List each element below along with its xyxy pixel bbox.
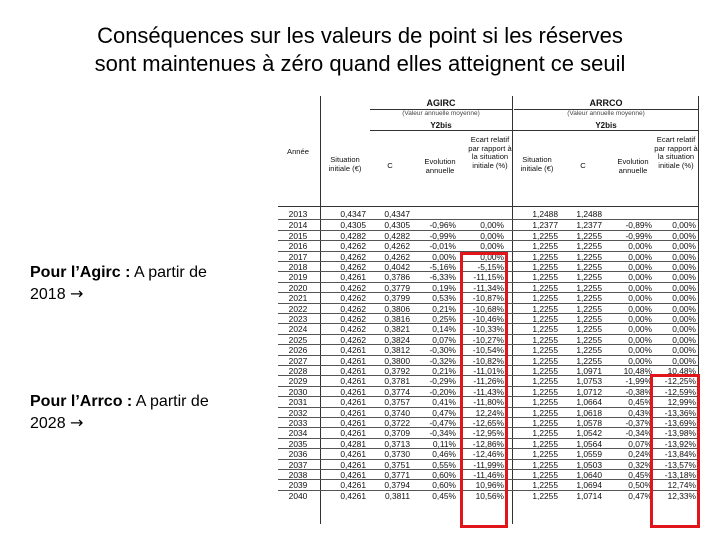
cell-agirc-ecart: -10,82% <box>472 355 504 366</box>
cell-arrco-ecart: 0,00% <box>672 220 696 231</box>
agirc-note-year: 2018 <box>30 286 66 303</box>
cell-arrco-ecart: 0,00% <box>672 241 696 252</box>
table-row <box>278 209 698 219</box>
arrco-group-subheader: (Valeur annuelle moyenne) <box>567 110 645 117</box>
cell-agirc-evolution: -0,20% <box>429 386 456 397</box>
cell-arrco-c: 1,0712 <box>576 386 602 397</box>
cell-year: 2032 <box>288 407 308 418</box>
cell-arrco-ecart: -13,69% <box>664 418 696 428</box>
cell-year: 2024 <box>288 324 308 335</box>
cell-arrco-ecart: 0,00% <box>672 334 696 345</box>
cell-arrco-ecart: -13,57% <box>664 459 696 470</box>
cell-year: 2015 <box>288 230 308 241</box>
cell-agirc-evolution: -0,32% <box>429 355 456 366</box>
cell-agirc-c: 0,3794 <box>384 480 410 491</box>
cell-arrco-evolution: 0,00% <box>628 293 652 304</box>
cell-agirc-c: 0,4262 <box>384 251 410 262</box>
arrco-note-year: 2028 <box>30 415 66 432</box>
cell-agirc-evolution: -6,33% <box>429 272 456 283</box>
cell-agirc-ecart: -10,46% <box>472 314 504 324</box>
cell-agirc-ecart: -10,33% <box>472 324 504 335</box>
cell-agirc-evolution: -0,30% <box>429 345 456 356</box>
cell-agirc-initial: 0,4261 <box>340 345 366 356</box>
cell-arrco-c: 1,0971 <box>576 366 602 376</box>
cell-year: 2017 <box>288 251 308 262</box>
cell-agirc-ecart: 0,00% <box>480 230 504 241</box>
cell-arrco-evolution: 0,00% <box>628 251 652 262</box>
cell-arrco-c: 1,2255 <box>576 314 602 324</box>
cell-agirc-ecart: -12,65% <box>472 418 504 428</box>
cell-arrco-initial: 1,2255 <box>532 386 558 397</box>
cell-agirc-ecart: -12,46% <box>472 449 504 460</box>
cell-arrco-ecart: 0,00% <box>672 355 696 366</box>
cell-agirc-initial: 0,4261 <box>340 407 366 418</box>
cell-arrco-initial: 1,2255 <box>532 262 558 272</box>
agirc-highlight-box <box>460 252 508 528</box>
cell-agirc-ecart: -11,80% <box>473 397 504 408</box>
cell-agirc-ecart: 10,96% <box>475 480 504 491</box>
cell-agirc-initial: 0,4261 <box>340 376 366 387</box>
cell-arrco-evolution: 0,50% <box>628 480 652 491</box>
agirc-group-subheader: (Valeur annuelle moyenne) <box>402 110 480 117</box>
cell-agirc-c: 0,3709 <box>384 428 410 439</box>
cell-agirc-evolution: 0,00% <box>432 251 456 262</box>
cell-agirc-ecart: -11,01% <box>473 366 504 376</box>
cell-arrco-evolution: 0,45% <box>628 397 652 408</box>
cell-arrco-initial: 1,2255 <box>532 282 558 293</box>
cell-agirc-initial: 0,4305 <box>340 220 366 231</box>
cell-agirc-c: 0,3713 <box>384 438 410 449</box>
cell-arrco-ecart: 0,00% <box>672 324 696 335</box>
cell-agirc-evolution: -0,47% <box>429 418 456 428</box>
cell-arrco-initial: 1,2255 <box>532 480 558 491</box>
cell-agirc-initial: 0,4262 <box>340 324 366 335</box>
cell-agirc-initial: 0,4262 <box>340 293 366 304</box>
cell-agirc-evolution: 0,60% <box>432 480 456 491</box>
cell-arrco-c: 1,2255 <box>576 282 602 293</box>
cell-agirc-ecart: -11,34% <box>473 282 504 293</box>
arrco-note-label: Pour l’Arrco : <box>30 393 133 410</box>
cell-agirc-ecart: -10,87% <box>472 293 504 304</box>
cell-agirc-ecart: -10,68% <box>472 303 504 314</box>
right-arrow-icon: → <box>70 284 84 303</box>
cell-arrco-evolution: 10,48% <box>623 366 652 376</box>
cell-arrco-evolution: 0,00% <box>628 272 652 283</box>
cell-agirc-initial: 0,4261 <box>340 470 366 480</box>
cell-arrco-c: 1,2377 <box>576 220 602 231</box>
grid-line <box>370 109 512 110</box>
cell-agirc-c: 0,3821 <box>384 324 410 335</box>
cell-agirc-initial: 0,4262 <box>340 241 366 252</box>
point-value-table <box>278 96 698 524</box>
cell-arrco-evolution: -0,89% <box>625 220 652 231</box>
cell-arrco-initial: 1,2255 <box>532 428 558 439</box>
cell-agirc-evolution: 0,47% <box>432 407 456 418</box>
cell-arrco-c: 1,2488 <box>576 209 602 219</box>
cell-agirc-evolution <box>412 209 456 219</box>
cell-agirc-c: 0,3786 <box>384 272 410 283</box>
cell-arrco-evolution: 0,00% <box>628 282 652 293</box>
cell-agirc-ecart: -11,26% <box>473 376 504 387</box>
cell-agirc-initial: 0,4282 <box>340 230 366 241</box>
cell-year: 2023 <box>288 314 308 324</box>
cell-arrco-evolution: 0,45% <box>628 470 652 480</box>
cell-agirc-c: 0,4262 <box>384 241 410 252</box>
cell-arrco-ecart: 0,00% <box>672 272 696 283</box>
cell-arrco-initial: 1,2255 <box>532 438 558 449</box>
cell-agirc-c: 0,3811 <box>385 490 410 501</box>
cell-year: 2039 <box>288 480 308 491</box>
cell-agirc-c: 0,3800 <box>384 355 410 366</box>
cell-arrco-ecart: -13,98% <box>664 428 696 439</box>
cell-year: 2040 <box>288 490 308 501</box>
cell-agirc-initial: 0,4261 <box>340 272 366 283</box>
cell-agirc-initial: 0,4261 <box>340 366 366 376</box>
cell-agirc-c: 0,3816 <box>384 314 410 324</box>
cell-arrco-evolution: 0,32% <box>628 459 652 470</box>
cell-arrco-evolution: -0,34% <box>625 428 652 439</box>
cell-year: 2028 <box>288 366 308 376</box>
cell-agirc-initial: 0,4261 <box>340 428 366 439</box>
cell-arrco-ecart: -13,18% <box>664 470 696 480</box>
cell-agirc-ecart: -10,54% <box>472 345 504 356</box>
agirc-group-header: AGIRC <box>426 98 456 108</box>
cell-year: 2021 <box>288 293 308 304</box>
cell-arrco-evolution: 0,07% <box>628 438 652 449</box>
cell-year: 2018 <box>288 262 308 272</box>
cell-arrco-initial: 1,2255 <box>532 355 558 366</box>
cell-agirc-evolution: 0,11% <box>432 438 456 449</box>
cell-year: 2013 <box>288 209 308 219</box>
col-header-arrco-ecart: Ecart relatif par rapport à la situation initiale (%) <box>654 135 698 170</box>
cell-agirc-c: 0,4282 <box>384 230 410 241</box>
cell-arrco-c: 1,0618 <box>576 407 602 418</box>
cell-arrco-evolution: 0,00% <box>628 241 652 252</box>
cell-arrco-c: 1,2255 <box>576 334 602 345</box>
cell-year: 2033 <box>288 418 308 428</box>
cell-agirc-evolution: 0,14% <box>432 324 456 335</box>
cell-arrco-ecart: 12,99% <box>667 397 696 408</box>
cell-arrco-initial: 1,2255 <box>532 230 558 241</box>
cell-agirc-ecart: 12,24% <box>475 407 504 418</box>
cell-agirc-evolution: -5,16% <box>429 262 456 272</box>
cell-agirc-initial: 0,4261 <box>340 386 366 397</box>
cell-agirc-c: 0,3757 <box>384 397 410 408</box>
col-header-agirc-initial: Situation initiale (€) <box>328 155 362 173</box>
cell-arrco-initial: 1,2377 <box>532 220 558 231</box>
cell-agirc-initial: 0,4261 <box>340 355 366 366</box>
cell-agirc-initial: 0,4347 <box>340 209 366 219</box>
cell-year: 2014 <box>288 220 308 231</box>
cell-arrco-initial: 1,2255 <box>532 418 558 428</box>
cell-year: 2020 <box>288 282 308 293</box>
cell-arrco-c: 1,0664 <box>576 397 602 408</box>
cell-agirc-c: 0,3779 <box>384 282 410 293</box>
cell-arrco-c: 1,2255 <box>576 293 602 304</box>
cell-arrco-initial: 1,2255 <box>532 490 558 501</box>
cell-year: 2038 <box>288 470 308 480</box>
cell-arrco-initial: 1,2255 <box>532 459 558 470</box>
cell-agirc-evolution: 0,21% <box>432 366 456 376</box>
grid-line <box>278 206 698 207</box>
cell-agirc-ecart: -12,86% <box>472 438 504 449</box>
cell-arrco-evolution: 0,00% <box>628 334 652 345</box>
cell-agirc-c: 0,3806 <box>384 303 410 314</box>
cell-agirc-ecart: -5,15% <box>477 262 504 272</box>
cell-agirc-initial: 0,4261 <box>340 459 366 470</box>
cell-arrco-evolution: -0,38% <box>625 386 652 397</box>
cell-arrco-evolution: 0,43% <box>628 407 652 418</box>
cell-year: 2036 <box>288 449 308 460</box>
cell-arrco-c: 1,0694 <box>576 480 602 491</box>
agirc-note-label: Pour l’Agirc : <box>30 264 131 281</box>
cell-arrco-c: 1,0542 <box>576 428 602 439</box>
cell-agirc-c: 0,3771 <box>384 470 410 480</box>
cell-arrco-ecart: 0,00% <box>672 314 696 324</box>
cell-agirc-evolution: 0,19% <box>432 282 456 293</box>
cell-arrco-evolution: 0,47% <box>628 490 652 501</box>
cell-arrco-initial: 1,2255 <box>532 272 558 283</box>
cell-arrco-evolution: -0,37% <box>625 418 652 428</box>
arrco-note-text: A partir de <box>132 393 209 410</box>
cell-agirc-c: 0,3751 <box>384 459 410 470</box>
cell-arrco-evolution: 0,00% <box>628 314 652 324</box>
cell-arrco-c: 1,2255 <box>576 251 602 262</box>
cell-agirc-initial: 0,4261 <box>340 449 366 460</box>
cell-agirc-initial: 0,4262 <box>340 262 366 272</box>
cell-agirc-initial: 0,4262 <box>340 314 366 324</box>
cell-agirc-c: 0,4042 <box>384 262 410 272</box>
cell-agirc-initial: 0,4261 <box>340 490 366 501</box>
cell-agirc-ecart: 0,00% <box>480 251 504 262</box>
cell-arrco-c: 1,0578 <box>576 418 602 428</box>
col-header-agirc-evolution: Evolution annuelle <box>424 157 456 175</box>
cell-year: 2029 <box>288 376 308 387</box>
agirc-note <box>30 262 230 305</box>
cell-agirc-initial: 0,4262 <box>340 303 366 314</box>
cell-year: 2026 <box>288 345 308 356</box>
cell-arrco-ecart: 0,00% <box>672 262 696 272</box>
cell-agirc-initial: 0,4281 <box>340 438 366 449</box>
cell-arrco-c: 1,2255 <box>576 230 602 241</box>
cell-arrco-c: 1,2255 <box>576 324 602 335</box>
cell-arrco-initial: 1,2255 <box>532 324 558 335</box>
cell-agirc-c: 0,4305 <box>384 220 410 231</box>
col-header-year: Année <box>287 147 309 156</box>
cell-arrco-evolution: -0,99% <box>625 230 652 241</box>
cell-arrco-initial: 1,2488 <box>532 209 558 219</box>
cell-arrco-ecart: 0,00% <box>672 345 696 356</box>
cell-agirc-evolution: -0,01% <box>429 241 456 252</box>
cell-arrco-evolution: 0,00% <box>628 355 652 366</box>
cell-year: 2035 <box>288 438 308 449</box>
cell-arrco-initial: 1,2255 <box>532 407 558 418</box>
cell-agirc-c: 0,3812 <box>384 345 410 356</box>
cell-arrco-c: 1,0714 <box>576 490 602 501</box>
arrco-scenario-label: Y2bis <box>595 121 617 130</box>
cell-arrco-c: 1,0503 <box>576 459 602 470</box>
col-header-agirc-ecart: Ecart relatif par rapport à la situation initiale (%) <box>468 135 512 170</box>
cell-year: 2030 <box>288 386 308 397</box>
cell-arrco-ecart: 0,00% <box>672 293 696 304</box>
cell-agirc-initial: 0,4262 <box>340 251 366 262</box>
cell-year: 2031 <box>288 397 308 408</box>
cell-agirc-evolution: 0,25% <box>432 314 456 324</box>
col-header-arrco-c: C <box>580 161 586 170</box>
cell-agirc-evolution: -0,96% <box>429 220 456 231</box>
cell-arrco-c: 1,0640 <box>576 470 602 480</box>
cell-arrco-ecart: 0,00% <box>672 282 696 293</box>
cell-arrco-ecart: 12,33% <box>667 490 696 501</box>
cell-agirc-c: 0,3799 <box>384 293 410 304</box>
cell-agirc-evolution: -0,99% <box>429 230 456 241</box>
cell-agirc-c: 0,4347 <box>384 209 410 219</box>
cell-arrco-initial: 1,2255 <box>532 303 558 314</box>
col-header-arrco-evolution: Evolution annuelle <box>617 157 649 175</box>
cell-agirc-initial: 0,4262 <box>340 282 366 293</box>
cell-arrco-ecart: -13,36% <box>664 407 696 418</box>
cell-arrco-ecart: 12,74% <box>667 480 696 491</box>
cell-arrco-initial: 1,2255 <box>532 334 558 345</box>
cell-agirc-ecart: -11,46% <box>473 470 504 480</box>
cell-agirc-evolution: 0,60% <box>432 470 456 480</box>
cell-year: 2019 <box>288 272 308 283</box>
cell-agirc-ecart <box>460 209 504 219</box>
cell-arrco-ecart: -13,84% <box>664 449 696 460</box>
cell-arrco-c: 1,2255 <box>576 272 602 283</box>
cell-agirc-ecart: 10,56% <box>475 490 504 501</box>
cell-arrco-initial: 1,2255 <box>532 397 558 408</box>
cell-agirc-initial: 0,4262 <box>340 334 366 345</box>
cell-agirc-evolution: 0,21% <box>432 303 456 314</box>
cell-arrco-ecart: 0,00% <box>672 230 696 241</box>
cell-arrco-c: 1,0559 <box>576 449 602 460</box>
cell-agirc-evolution: -0,34% <box>429 428 456 439</box>
cell-arrco-ecart: 0,00% <box>672 251 696 262</box>
cell-arrco-evolution: 0,00% <box>628 324 652 335</box>
cell-agirc-c: 0,3824 <box>384 334 410 345</box>
cell-agirc-evolution: 0,41% <box>432 397 456 408</box>
slide-title-line1: Conséquences sur les valeurs de point si les réserves <box>97 23 623 48</box>
cell-arrco-initial: 1,2255 <box>532 449 558 460</box>
cell-agirc-ecart: -11,15% <box>473 272 504 283</box>
cell-year: 2022 <box>288 303 308 314</box>
cell-year: 2027 <box>288 355 308 366</box>
cell-agirc-c: 0,3740 <box>384 407 410 418</box>
cell-arrco-c: 1,2255 <box>576 241 602 252</box>
cell-agirc-c: 0,3722 <box>384 418 410 428</box>
cell-agirc-c: 0,3774 <box>384 386 410 397</box>
cell-agirc-evolution: 0,46% <box>432 449 456 460</box>
agirc-scenario-label: Y2bis <box>430 121 452 130</box>
cell-arrco-c: 1,0753 <box>576 376 602 387</box>
agirc-note-text: A partir de <box>130 264 207 281</box>
cell-arrco-c: 1,2255 <box>576 262 602 272</box>
cell-agirc-c: 0,3792 <box>384 366 410 376</box>
cell-agirc-ecart: -11,43% <box>473 386 504 397</box>
cell-agirc-initial: 0,4261 <box>340 397 366 408</box>
cell-agirc-ecart: 0,00% <box>480 220 504 231</box>
cell-arrco-ecart: -12,25% <box>664 376 696 387</box>
cell-agirc-ecart: -10,27% <box>472 334 504 345</box>
cell-agirc-evolution: 0,55% <box>432 459 456 470</box>
cell-arrco-ecart: -12,59% <box>664 386 696 397</box>
cell-arrco-evolution: 0,00% <box>628 303 652 314</box>
cell-agirc-ecart: -12,95% <box>472 428 504 439</box>
cell-arrco-initial: 1,2255 <box>532 314 558 324</box>
cell-year: 2037 <box>288 459 308 470</box>
cell-arrco-initial: 1,2255 <box>532 241 558 252</box>
cell-arrco-initial: 1,2255 <box>532 376 558 387</box>
cell-arrco-ecart: 10,48% <box>667 366 696 376</box>
cell-arrco-initial: 1,2255 <box>532 345 558 356</box>
cell-agirc-ecart: -11,99% <box>473 459 504 470</box>
cell-agirc-evolution: 0,53% <box>432 293 456 304</box>
cell-arrco-c: 1,2255 <box>576 345 602 356</box>
cell-year: 2034 <box>288 428 308 439</box>
cell-agirc-evolution: 0,07% <box>432 334 456 345</box>
cell-arrco-evolution: 0,00% <box>628 262 652 272</box>
col-header-arrco-initial: Situation initiale (€) <box>520 155 554 173</box>
cell-arrco-initial: 1,2255 <box>532 470 558 480</box>
cell-arrco-c: 1,2255 <box>576 355 602 366</box>
cell-agirc-initial: 0,4261 <box>340 418 366 428</box>
cell-arrco-ecart: 0,00% <box>672 303 696 314</box>
arrco-highlight-box <box>650 374 700 528</box>
cell-agirc-initial: 0,4261 <box>340 480 366 491</box>
arrco-note <box>30 391 230 434</box>
cell-arrco-evolution: -1,99% <box>625 376 652 387</box>
cell-agirc-c: 0,3730 <box>384 449 410 460</box>
cell-agirc-evolution: -0,29% <box>429 376 456 387</box>
arrco-group-header: ARRCO <box>589 98 623 108</box>
cell-arrco-initial: 1,2255 <box>532 366 558 376</box>
cell-arrco-ecart: -13,92% <box>664 438 696 449</box>
cell-year: 2016 <box>288 241 308 252</box>
cell-arrco-evolution: 0,00% <box>628 345 652 356</box>
slide-title <box>0 22 720 78</box>
cell-agirc-ecart: 0,00% <box>480 241 504 252</box>
grid-line <box>514 109 698 110</box>
col-header-agirc-c: C <box>387 161 393 170</box>
slide-title-line2: sont maintenues à zéro quand elles atteignent ce seuil <box>94 51 626 76</box>
cell-agirc-evolution: 0,45% <box>432 490 456 501</box>
cell-arrco-evolution: 0,24% <box>628 449 652 460</box>
cell-arrco-c: 1,2255 <box>576 303 602 314</box>
grid-line <box>370 130 698 131</box>
cell-arrco-evolution <box>606 209 652 219</box>
cell-arrco-initial: 1,2255 <box>532 293 558 304</box>
cell-year: 2025 <box>288 334 308 345</box>
cell-agirc-c: 0,3781 <box>384 376 410 387</box>
cell-arrco-initial: 1,2255 <box>532 251 558 262</box>
cell-arrco-c: 1,0564 <box>576 438 602 449</box>
cell-arrco-ecart <box>652 209 696 219</box>
right-arrow-icon: → <box>70 413 84 432</box>
